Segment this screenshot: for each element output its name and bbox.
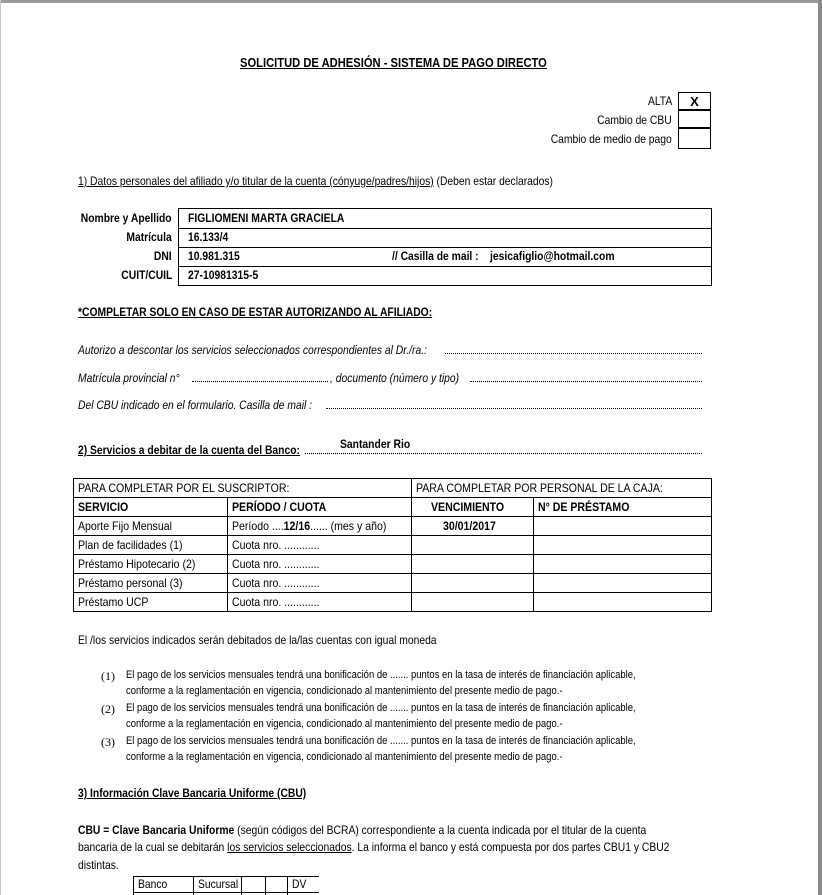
authorized-line1-dots[interactable] (445, 353, 702, 354)
section2-heading: 2) Servicios a debitar de la cuenta del Banco: (78, 443, 300, 457)
cbu-paragraph-line2-pre: bancaria de la cual se debitarán (78, 840, 228, 854)
mail-label: // Casilla de mail : (392, 249, 479, 263)
col-periodo: PERÍODO / CUOTA (228, 498, 412, 517)
note-1-line1: El pago de los servicios mensuales tendrá una bonificación de ....... puntos en la tasa de interés de financiación aplicable, (126, 669, 636, 681)
matricula-label: Matrícula (126, 230, 172, 244)
row-vencimiento[interactable]: 30/01/2017 (412, 517, 534, 536)
row-vencimiento[interactable] (412, 555, 534, 574)
option-cambio-medio-checkbox[interactable] (678, 128, 711, 149)
row-prestamo[interactable] (534, 555, 712, 574)
option-cambio-cbu-checkbox[interactable] (678, 110, 711, 128)
form-title: SOLICITUD DE ADHESIÓN - SISTEMA DE PAGO DIRECTO (240, 55, 547, 70)
dni-value[interactable]: 10.981.315 (188, 251, 240, 263)
note-2-line2: conforme a la reglamentación en vigencia, condicionado al mantenimiento del presente medio de pago.- (126, 718, 563, 730)
row-prestamo[interactable] (534, 517, 712, 536)
row-vencimiento[interactable] (412, 593, 534, 612)
cbu-header-banco: Banco (138, 877, 168, 891)
authorized-mail-dots[interactable] (326, 408, 702, 409)
subscriber-header: PARA COMPLETAR POR EL SUSCRIPTOR: (74, 479, 412, 498)
services-table-column-header (74, 498, 712, 517)
row-servicio: Préstamo Hipotecario (2) (74, 555, 228, 574)
cuit-label: CUIT/CUIL (120, 268, 172, 282)
cbu-definition-term: CBU = Clave Bancaria Uniforme (78, 823, 235, 837)
note-2-number: (2) (101, 702, 115, 716)
bank-dots (305, 453, 702, 454)
pd-line-0 (178, 208, 712, 209)
cbu-paragraph-line2 (78, 840, 669, 854)
option-cambio-medio-label: Cambio de medio de pago (550, 132, 672, 146)
authorized-matricula-dots[interactable] (192, 381, 328, 382)
cuit-value[interactable]: 27-10981315-5 (188, 270, 259, 282)
services-table (73, 478, 712, 612)
page-edge-top (0, 0, 822, 3)
row-prestamo[interactable] (534, 536, 712, 555)
note-3-number: (3) (101, 735, 115, 749)
cbu-header-dv: DV (292, 877, 307, 891)
row-prestamo[interactable] (534, 574, 712, 593)
note-3-line2: conforme a la reglamentación en vigencia, condicionado al mantenimiento del presente medio de pago.- (126, 751, 563, 763)
option-cambio-cbu-label: Cambio de CBU (597, 113, 672, 127)
note-3-line1: El pago de los servicios mensuales tendrá una bonificación de ....... puntos en la tasa de interés de financiación aplicable, (126, 735, 636, 747)
note-1-number: (1) (101, 669, 115, 683)
cbu-table-vline-3 (265, 876, 266, 895)
table-row (74, 574, 712, 593)
cbu-paragraph-line1-rest: (según códigos del BCRA) correspondiente a la cuenta indicada por el titular de la cuenta (234, 823, 647, 837)
note-2-line1: El pago de los servicios mensuales tendrá una bonificación de ....... puntos en la tasa de interés de financiación aplicable, (126, 702, 636, 714)
pd-line-3 (178, 266, 712, 267)
row-periodo[interactable]: Período ....12/16...... (mes y año) (228, 517, 412, 536)
authorized-line2b: , documento (número y tipo) (330, 371, 460, 385)
currency-statement: El /los servicios indicados serán debitados de la/las cuentas con igual moneda (78, 633, 437, 647)
pd-line-4 (178, 285, 712, 286)
option-alta-label: ALTA (647, 94, 672, 108)
cbu-table-vline-4 (287, 876, 288, 895)
staff-header: PARA COMPLETAR POR PERSONAL DE LA CAJA: (412, 479, 712, 498)
nombre-value[interactable]: FIGLIOMENI MARTA GRACIELA (188, 213, 345, 225)
cbu-paragraph-line3: distintas. (78, 858, 119, 872)
row-periodo[interactable]: Cuota nro. ............ (228, 555, 412, 574)
pd-vline-left (178, 208, 179, 286)
services-table-group-header (74, 479, 712, 498)
matricula-value[interactable]: 16.133/4 (188, 232, 229, 244)
cbu-table-vline-2 (241, 876, 242, 895)
section1-heading (78, 174, 553, 188)
dni-label: DNI (154, 249, 172, 263)
table-row (74, 555, 712, 574)
row-servicio: Aporte Fijo Mensual (74, 517, 228, 536)
periodo-value[interactable]: 12/16 (283, 519, 311, 533)
cbu-paragraph-line1 (78, 823, 646, 837)
bank-name[interactable]: Santander Rio (340, 439, 411, 451)
cbu-table-vline-1 (193, 876, 194, 895)
col-prestamo: N° DE PRÉSTAMO (534, 498, 712, 517)
col-vencimiento: VENCIMIENTO (412, 498, 534, 517)
page-edge-left (0, 0, 1, 895)
table-row (74, 536, 712, 555)
mail-value[interactable]: jesicafiglio@hotmail.com (490, 251, 615, 263)
cbu-paragraph-line2-post: . La informa el banco y está compuesta por dos partes CBU1 y CBU2 (351, 840, 670, 854)
row-servicio: Plan de facilidades (1) (74, 536, 228, 555)
authorized-line3: Del CBU indicado en el formulario. Casilla de mail : (78, 398, 313, 412)
cbu-header-sucursal: Sucursal (198, 877, 239, 891)
section1-heading-tail: (Deben estar declarados) (433, 174, 554, 188)
table-row (74, 593, 712, 612)
page-edge-right (818, 0, 822, 895)
row-vencimiento[interactable] (412, 536, 534, 555)
authorized-line1: Autorizo a descontar los servicios seleccionados correspondientes al Dr./ra.: (78, 343, 427, 357)
row-periodo[interactable]: Cuota nro. ............ (228, 536, 412, 555)
table-row (74, 517, 712, 536)
row-servicio: Préstamo personal (3) (74, 574, 228, 593)
col-servicio: SERVICIO (74, 498, 228, 517)
row-periodo[interactable]: Cuota nro. ............ (228, 574, 412, 593)
note-1-line2: conforme a la reglamentación en vigencia, condicionado al mantenimiento del presente medio de pago.- (126, 685, 563, 697)
cbu-table-mid-line (133, 892, 319, 893)
pd-line-2 (178, 247, 712, 248)
cbu-paragraph-line2-underlined: los servicios seleccionados (227, 840, 352, 854)
row-prestamo[interactable] (534, 593, 712, 612)
section1-heading-main: 1) Datos personales del afiliado y/o titular de la cuenta (cónyuge/padres/hijos) (78, 174, 434, 188)
section3-heading: 3) Información Clave Bancaria Uniforme (CBU) (78, 786, 307, 800)
option-alta-checkbox[interactable]: X (678, 92, 711, 110)
cbu-table-vline-0 (133, 876, 134, 895)
authorized-heading: *COMPLETAR SOLO EN CASO DE ESTAR AUTORIZANDO AL AFILIADO: (78, 305, 433, 319)
nombre-label: Nombre y Apellido (81, 211, 172, 225)
pd-line-1 (178, 228, 712, 229)
row-vencimiento[interactable] (412, 574, 534, 593)
row-periodo[interactable]: Cuota nro. ............ (228, 593, 412, 612)
authorized-line2a: Matrícula provincial n° (78, 371, 180, 385)
pd-vline-right (711, 208, 712, 286)
authorized-documento-dots[interactable] (470, 381, 702, 382)
row-servicio: Préstamo UCP (74, 593, 228, 612)
